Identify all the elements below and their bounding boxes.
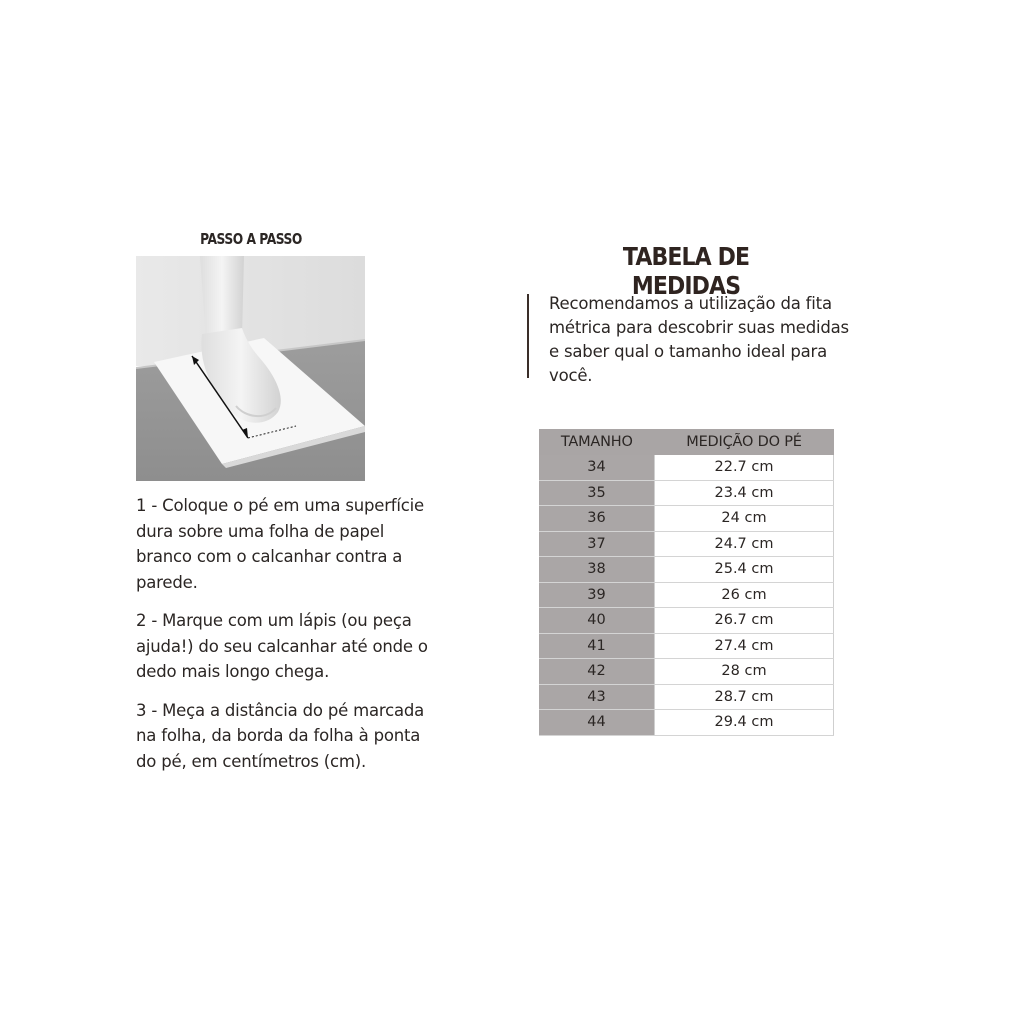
size-cell: 41 [539, 633, 655, 659]
size-cell: 37 [539, 531, 655, 557]
size-cell: 35 [539, 480, 655, 506]
table-row [539, 608, 834, 634]
size-table [539, 429, 834, 736]
measure-cell: 22.7 cm [655, 455, 834, 480]
measure-cell: 24.7 cm [655, 531, 834, 557]
measure-cell: 24 cm [655, 506, 834, 532]
measure-cell: 28 cm [655, 659, 834, 685]
table-row [539, 531, 834, 557]
size-cell: 42 [539, 659, 655, 685]
size-cell: 44 [539, 710, 655, 736]
table-row [539, 506, 834, 532]
table-row [539, 557, 834, 583]
measure-cell: 29.4 cm [655, 710, 834, 736]
table-row [539, 455, 834, 480]
step-1-text: 1 - Coloque o pé em uma superfície dura sobre uma folha de papel branco com o calcanhar contra a parede. [136, 496, 424, 592]
table-row [539, 582, 834, 608]
size-cell: 34 [539, 455, 655, 480]
size-cell: 38 [539, 557, 655, 583]
header-size: TAMANHO [539, 429, 655, 455]
table-row [539, 710, 834, 736]
header-foot-measure: MEDIÇÃO DO PÉ [655, 429, 834, 455]
size-table-intro: Recomendamos a utilização da fita métrica para descobrir suas medidas e saber qual o tamanho ideal para você. [549, 294, 849, 385]
table-row [539, 633, 834, 659]
measure-cell: 26.7 cm [655, 608, 834, 634]
table-row [539, 480, 834, 506]
size-table-header-row [539, 429, 834, 455]
foot-on-paper-photo [136, 256, 365, 481]
step-2-text: 2 - Marque com um lápis (ou peça ajuda!) do seu calcanhar até onde o dedo mais longo chega. [136, 611, 428, 681]
measure-cell: 23.4 cm [655, 480, 834, 506]
table-row [539, 659, 834, 685]
size-cell: 40 [539, 608, 655, 634]
size-cell: 39 [539, 582, 655, 608]
measure-cell: 27.4 cm [655, 633, 834, 659]
measure-cell: 25.4 cm [655, 557, 834, 583]
measure-cell: 26 cm [655, 582, 834, 608]
steps-list [136, 493, 436, 787]
size-cell: 36 [539, 506, 655, 532]
size-cell: 43 [539, 684, 655, 710]
size-table-title: TABELA DE MEDIDAS [622, 242, 750, 300]
step-by-step-title: PASSO A PASSO [200, 230, 302, 248]
measure-cell: 28.7 cm [655, 684, 834, 710]
intro-divider [527, 294, 529, 378]
step-3-text: 3 - Meça a distância do pé marcada na folha, da borda da folha à ponta do pé, em centímetros (cm). [136, 700, 425, 771]
table-row [539, 684, 834, 710]
